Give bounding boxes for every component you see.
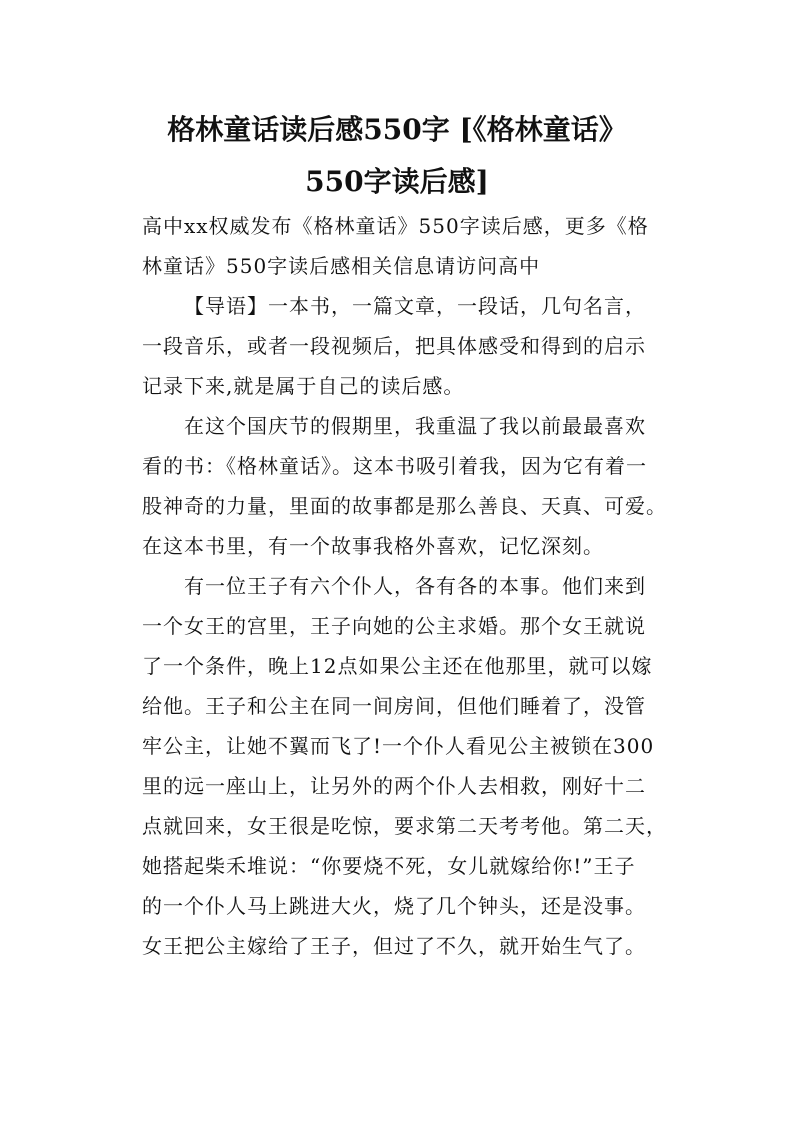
title-line-2: 550字读后感] bbox=[305, 165, 489, 198]
text-line: 记录下来,就是属于自己的读后感。 bbox=[142, 374, 465, 398]
paragraph-preface bbox=[142, 286, 672, 406]
text-line: 高中xx权威发布《格林童话》550字读后感，更多《格 bbox=[142, 214, 649, 238]
paragraph-story bbox=[142, 566, 672, 966]
intro-paragraph bbox=[142, 206, 672, 286]
text-line: 在这本书里，有一个故事我格外喜欢，记忆深刻。 bbox=[142, 534, 604, 558]
text-line: 她搭起柴禾堆说：“你要烧不死，女儿就嫁给你!”王子 bbox=[142, 854, 636, 878]
title-line-1: 格林童话读后感550字 [《格林童话》 bbox=[167, 113, 627, 146]
text-line: 有一位王子有六个仆人，各有各的本事。他们来到 bbox=[184, 574, 646, 598]
text-line: 牢公主，让她不翼而飞了!一个仆人看见公主被锁在300 bbox=[142, 734, 655, 758]
text-line: 看的书：《格林童话》。这本书吸引着我，因为它有着一 bbox=[142, 454, 647, 478]
text-line: 女王把公主嫁给了王子，但过了不久，就开始生气了。 bbox=[142, 934, 646, 958]
text-line: 里的远一座山上，让另外的两个仆人去相救，刚好十二 bbox=[142, 774, 646, 798]
text-line: 在这个国庆节的假期里，我重温了我以前最最喜欢 bbox=[184, 414, 646, 438]
text-line: 的一个仆人马上跳进大火，烧了几个钟头，还是没事。 bbox=[142, 894, 646, 918]
document-body bbox=[142, 206, 672, 966]
text-line: 【导语】一本书，一篇文章，一段话，几句名言， bbox=[184, 294, 646, 318]
text-line: 股神奇的力量，里面的故事都是那么善良、天真、可爱。 bbox=[142, 494, 667, 518]
text-line: 给他。王子和公主在同一间房间，但他们睡着了，没管 bbox=[142, 694, 646, 718]
text-line: 一个女王的宫里，王子向她的公主求婚。那个女王就说 bbox=[142, 614, 646, 638]
document-title bbox=[60, 104, 734, 208]
text-line: 了一个条件，晚上12点如果公主还在他那里，就可以嫁 bbox=[142, 654, 653, 678]
paragraph-holiday bbox=[142, 406, 672, 566]
text-line: 点就回来，女王很是吃惊，要求第二天考考他。第二天， bbox=[142, 814, 667, 838]
text-line: 一段音乐，或者一段视频后，把具体感受和得到的启示 bbox=[142, 334, 646, 358]
text-line: 林童话》550字读后感相关信息请访问高中 bbox=[142, 254, 541, 278]
